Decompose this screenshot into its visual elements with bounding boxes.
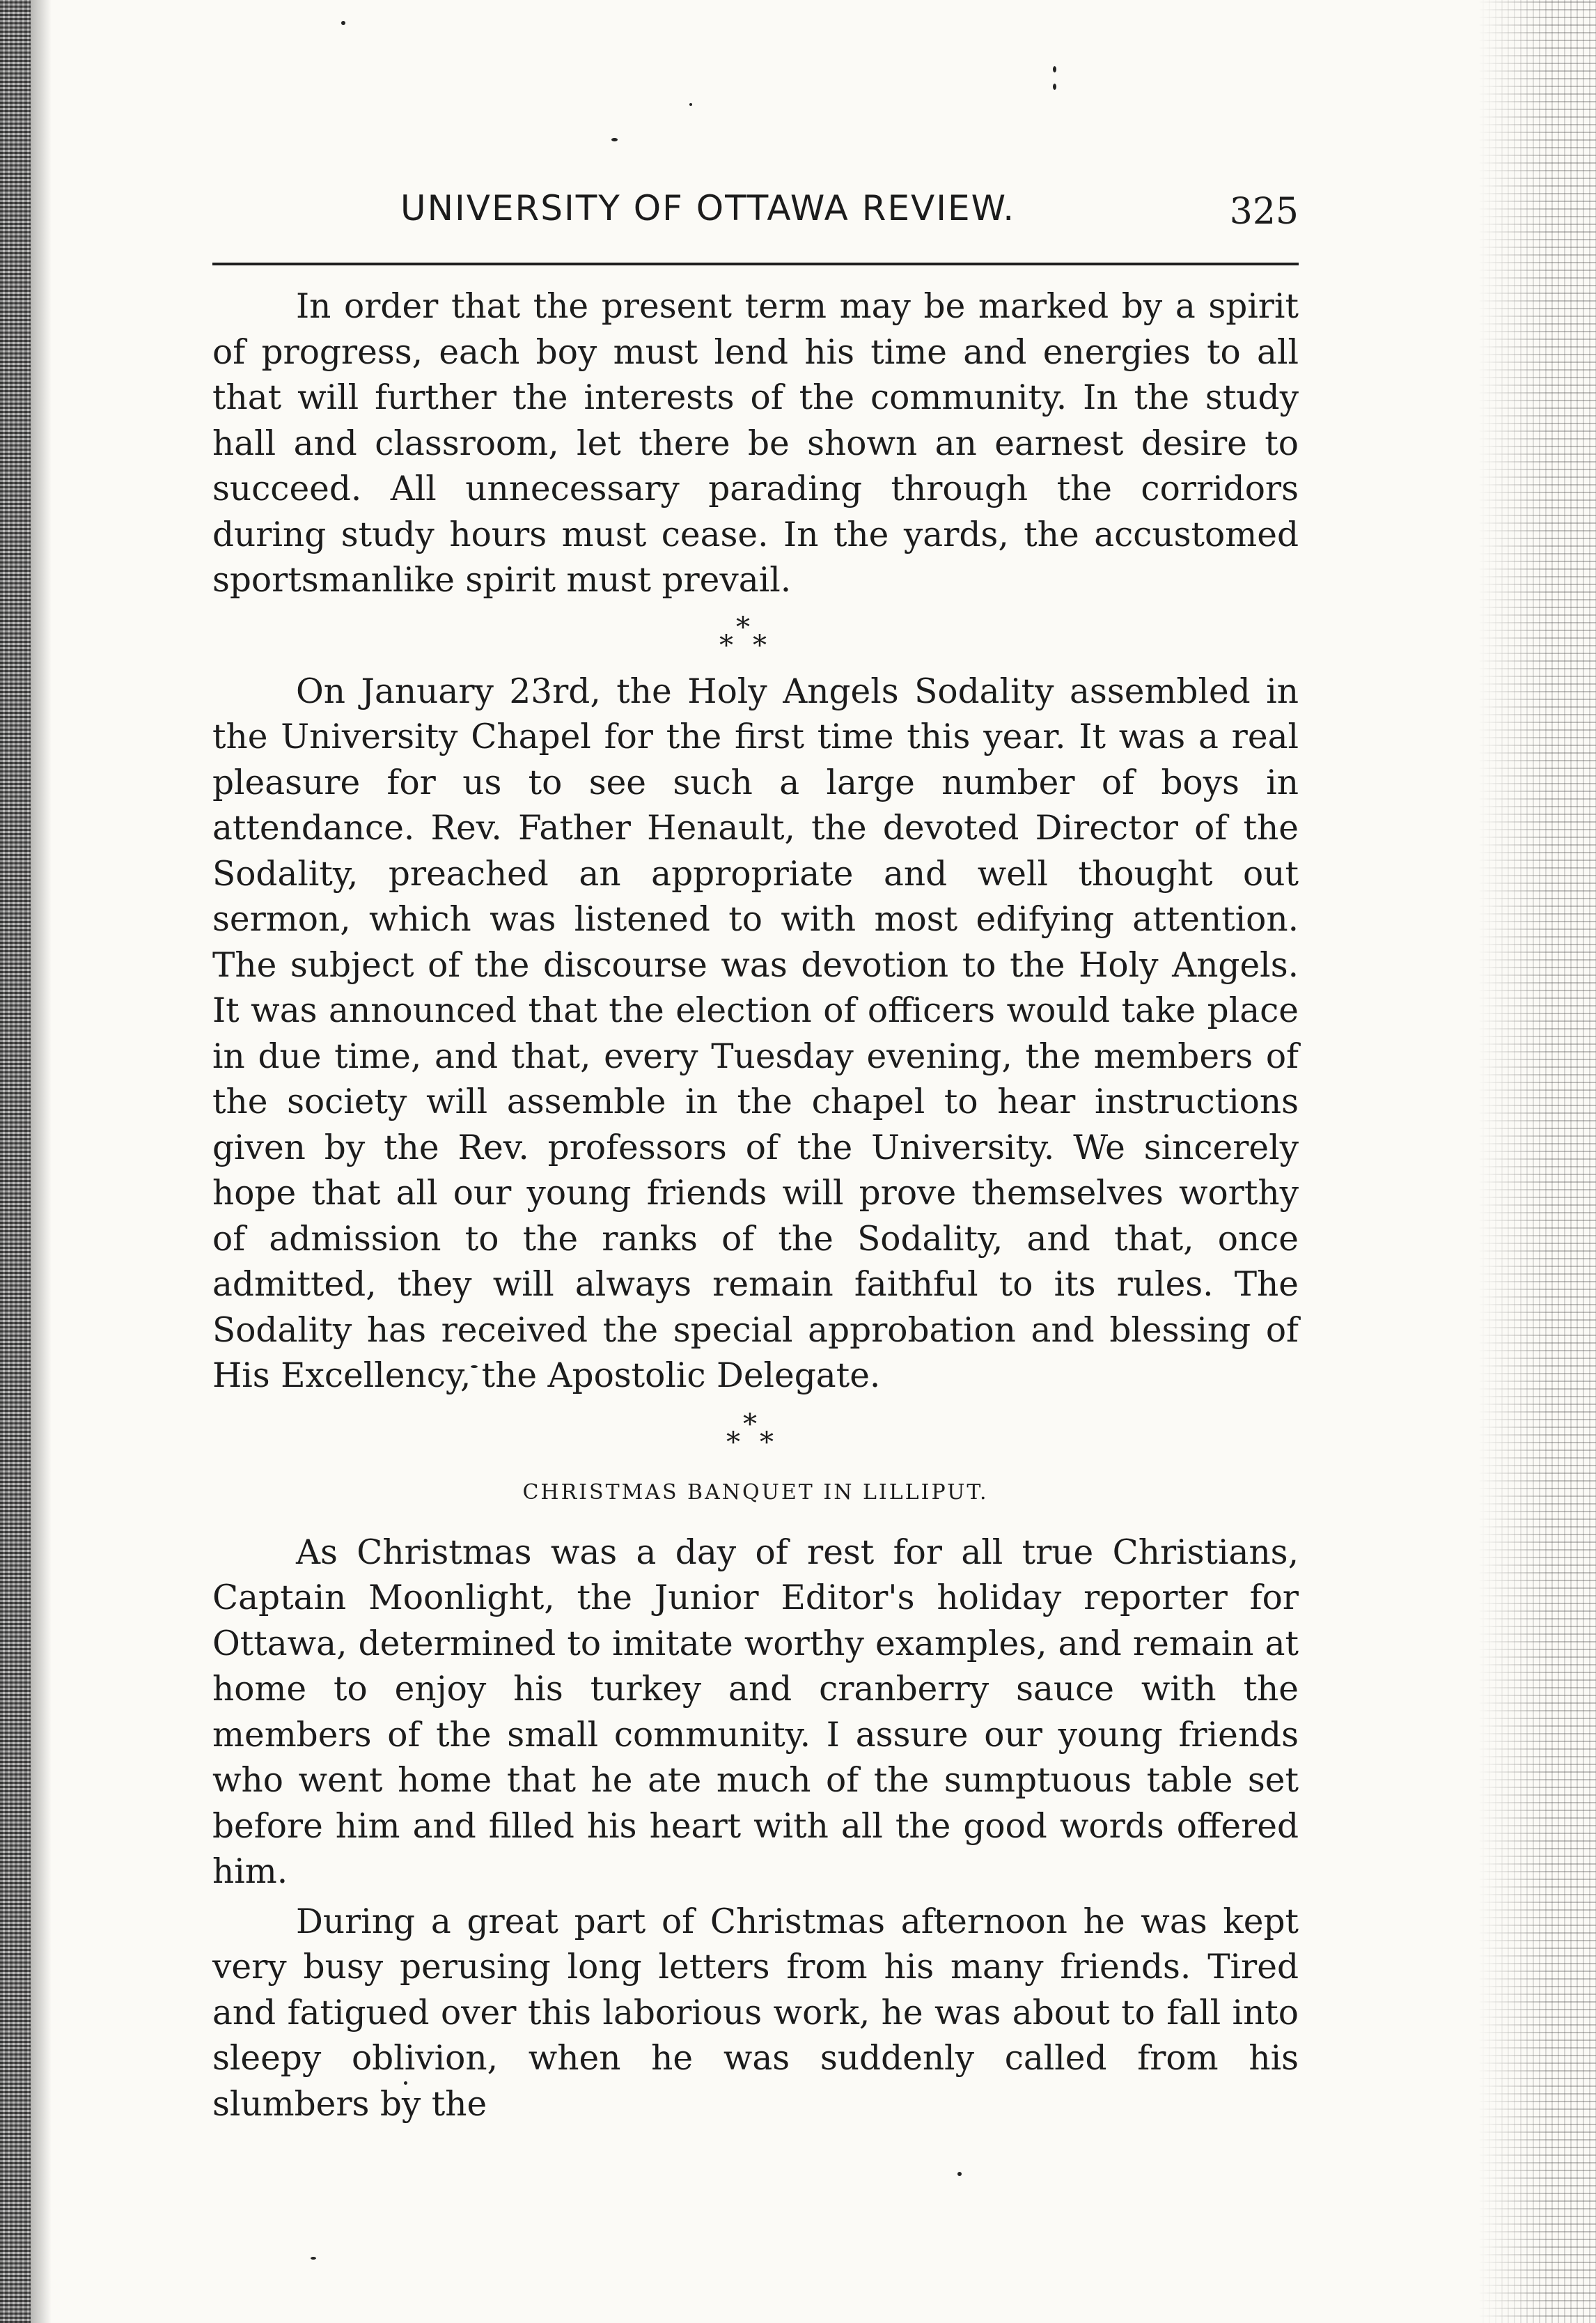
header-rule [212, 263, 1299, 265]
scan-speck [689, 103, 692, 106]
paragraph-christmas-afternoon: During a great part of Christmas afternoon he was kept very busy perusing long letters from his many friends. Tired and fatigued over this laborious work, he was about to fall into sleepy oblivion, when he was suddenly called from his slumbers by the [212, 1902, 1299, 2124]
running-title: UNIVERSITY OF OTTAWA REVIEW. [400, 188, 1016, 228]
asterism-separator [212, 608, 1299, 664]
paragraph-christmas-banquet: As Christmas was a day of rest for all true Christians, Captain Moonlight, the Junior Editor's holiday reporter for Ottawa, determined to imitate worthy examples, and remain at home to enjoy his turkey and cranberry sauce with the members of the small community. I assure our young friends who went home that he ate much of the sumptuous table set before him and filled his heart with all the good words offered him. [212, 1532, 1299, 1891]
scan-speck [1053, 66, 1056, 72]
scan-speck [957, 2172, 962, 2176]
scan-binding-shadow [31, 0, 52, 2323]
scan-binding-edge [0, 0, 31, 2323]
scan-speck [611, 138, 618, 141]
paragraph-holy-angels-sodality: On January 23rd, the Holy Angels Sodality assembled in the University Chapel for the first time this year. It was a real pleasure for us to see such a large number of boys in attendance. Rev. Father Henault, the devoted Director of the Sodality, preached an appropriate and well thought out sermon, which was listened to with most edifying attention. The subject of the discourse was devotion to the Holy Angels. It was announced that the election of officers would take place in due time, and that, every Tuesday evening, the members of the society will assemble in the chapel to hear instructions given by the Rev. professors of the University. We sincerely hope that all our young friends will prove themselves worthy of admission to the ranks of the Sodality, and that, once admitted, they will always remain faithful to its rules. The Sodality has received the special approbation and blessing of His Excellency, the Apostolic Delegate. [212, 671, 1299, 1395]
asterism-star-left: * [726, 1426, 740, 1459]
page-header [209, 188, 1309, 244]
asterism-star-top: * [736, 611, 750, 644]
scan-speck [1053, 84, 1056, 90]
scan-speck [311, 2257, 316, 2260]
asterism-star-right: * [753, 629, 767, 662]
scan-speck [341, 21, 345, 25]
paragraph-study-discipline: In order that the present term may be marked by a spirit of progress, each boy must lend his time and energies to all that will further the interests of the community. In the study hall and classroom, let there be shown an earnest desire to succeed. All unnecessary parading through the corridors during study hours must cease. In the yards, the accustomed sportsmanlike spirit must prevail. [212, 287, 1299, 600]
scan-margin-noise [1478, 0, 1596, 2323]
asterism-separator [212, 1404, 1299, 1459]
page-number: 325 [1229, 191, 1299, 233]
asterism-star-left: * [719, 629, 733, 662]
section-title: CHRISTMAS BANQUET IN LILLIPUT. [522, 1479, 989, 1505]
asterism-star-right: * [760, 1426, 774, 1459]
asterism-star-top: * [743, 1408, 757, 1440]
article-column [212, 284, 1299, 2127]
